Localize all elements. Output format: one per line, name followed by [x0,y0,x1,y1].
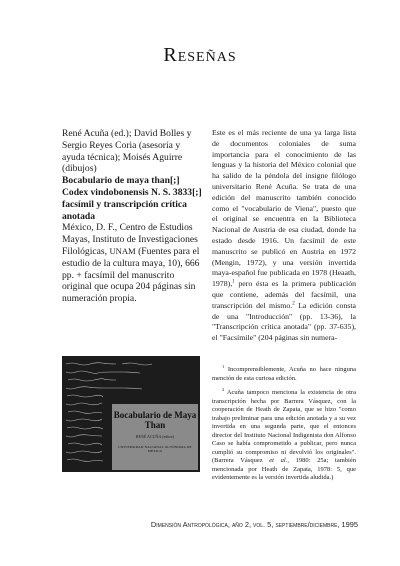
footnote-ref-1: 1 [232,279,235,285]
footnotes [212,363,356,489]
cover-publisher: UNIVERSIDAD NACIONAL AUTÓNOMA DE MÉXICO [118,445,192,453]
book-title: Bocabulario de maya than[;] Codex vindobonensis N. S. 3833[;] facsímil y transcripción crítica anotada [62,175,202,222]
book-cover-image [62,356,200,472]
footnote-1: $^1$ Incomprensiblemente, Acuña no hace ninguna mención de esta curiosa edición. [212,363,356,382]
unam-abbrev: UNAM [109,245,136,256]
page-title: Reseñas [163,44,237,66]
cover-label-box [112,404,198,470]
body-paragraph: Este es el más reciente de una ya larga lista de documentos coloniales de suma importancia para el conocimiento de las lenguas y la historia del México colonial que ha salido de la péndola del insigne filólogo universitario René Acuña. Se trata de una edición del manuscrito también conocido como el "vocabulario de Viena", puesto que el original se encuentra en la Biblioteca Nacional de Austria de esa ciudad, donde ha estado desde 1916. Un facsímil de este manuscrito se publicó en Austria en 1972 (Mengin, 1972), y una versión invertida maya-español fue publicada en 1978 (Heaath, 1978),$^1$ pero ésta es la primera publicación que contiene, además del facsímil, una transcripción del mismo.$^2$ La edición consta de una "Introducción" (pp. 13-36), la "Transcripción crítica anotada" (pp. 37-635), el "Facsímile" (204 páginas sin numera- [212,128,356,343]
review-authors: René Acuña (ed.); David Bolles y Sergio Reyes Coria (asesoría y ayuda técnica); Moisés Aguirre (dibujos) [62,128,192,175]
review-citation [62,128,202,305]
review-body [212,128,356,344]
cover-editor: RENÉ ACUÑA (editor) [135,434,175,439]
footnote-ref-2: 2 [292,301,295,307]
cover-title: Bocabulario de Maya Than [113,410,197,430]
publication-info: México, D. F., Centro de Estudios Mayas, Instituto de Investigaciones Filológicas, UNAM (Fuentes para el estudio de la cultura maya, 10), 666 pp. + facsímil del manuscrito original que ocupa 204 páginas sin numeración propia. [62,222,200,305]
page-footer: Dimensión Antropológica, año 2, vol. 5, septiembre/diciembre, 1995 [150,520,358,529]
footnote-2: $^2$ Acuña tampoco menciona la existencia de otra transcripción hecha por Barrera Vásquez, con la cooperación de Heath de Zapata, que se hizo "como trabajo preliminar para una edición anotada y a su vez invertida en una segunda parte, que el entonces director del Instituto Nacional Indigenista don Alfonso Caso se había comprometido a publicar, pero nunca cumplió su compromiso ni devolvió los originales". (Barrera Vásquez et al., 1980: 25a; también mencionada por Heath de Zapata, 1978: 5, que evidentemente es la versión invertida aludida.) [212,386,356,481]
